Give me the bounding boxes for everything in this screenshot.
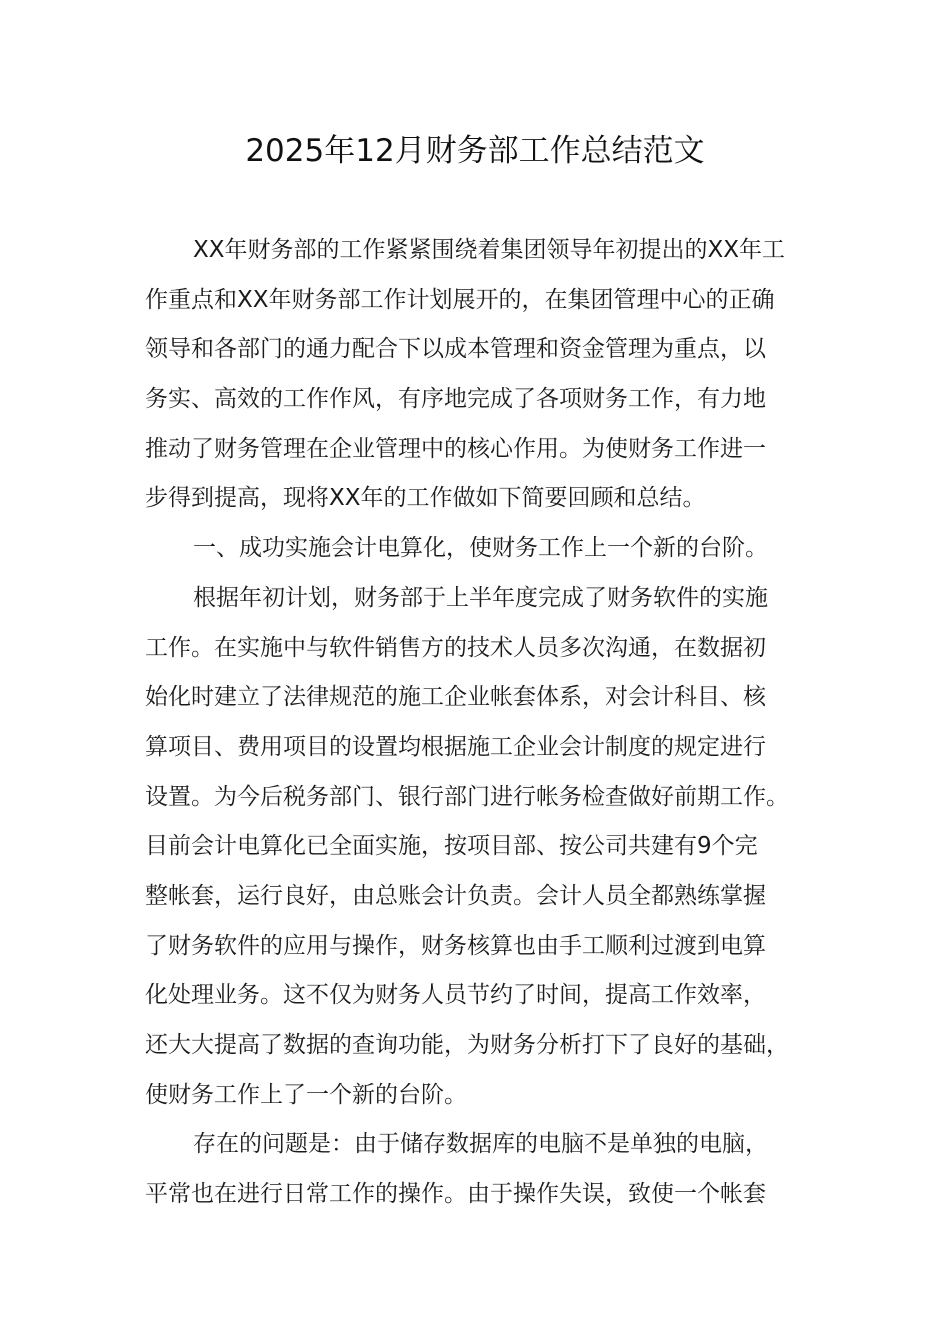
paragraph-line: 存在的问题是：由于储存数据库的电脑不是单独的电脑，: [193, 1131, 768, 1158]
paragraph-line: 领导和各部门的通力配合下以成本管理和资金管理为重点，以: [145, 336, 766, 363]
paragraph-line: 工作。在实施中与软件销售方的技术人员多次沟通，在数据初: [145, 634, 766, 661]
paragraph-line: 根据年初计划，财务部于上半年度完成了财务软件的实施: [193, 584, 768, 611]
paragraph-line: 设置。为今后税务部门、银行部门进行帐务检查做好前期工作。: [145, 783, 789, 810]
paragraph-line: 化处理业务。这不仅为财务人员节约了时间，提高工作效率，: [145, 982, 766, 1009]
paragraph-line: 步得到提高，现将XX年的工作做如下简要回顾和总结。: [145, 485, 706, 512]
paragraph-line: 始化时建立了法律规范的施工企业帐套体系，对会计科目、核: [145, 684, 766, 711]
document-title: 2025年12月财务部工作总结范文: [245, 133, 705, 169]
paragraph-line: 平常也在进行日常工作的操作。由于操作失误，致使一个帐套: [145, 1181, 766, 1208]
paragraph-line: 整帐套，运行良好，由总账会计负责。会计人员全都熟练掌握: [145, 882, 766, 909]
paragraph-line: XX年财务部的工作紧紧围绕着集团领导年初提出的XX年工: [193, 237, 786, 263]
section-heading: 一、成功实施会计电算化，使财务工作上一个新的台阶。: [193, 535, 768, 562]
paragraph-line: 还大大提高了数据的查询功能，为财务分析打下了良好的基础，: [145, 1032, 789, 1058]
paragraph-line: 务实、高效的工作作风，有序地完成了各项财务工作，有力地: [145, 386, 766, 413]
document-body: [145, 226, 835, 1220]
paragraph-line: 目前会计电算化已全面实施，按项目部、按公司共建有9个完: [145, 833, 758, 860]
paragraph-line: 使财务工作上了一个新的台阶。: [145, 1081, 467, 1108]
paragraph-line: 推动了财务管理在企业管理中的核心作用。为使财务工作进一: [145, 435, 766, 462]
paragraph-line: 作重点和XX年财务部工作计划展开的，在集团管理中心的正确: [145, 286, 775, 313]
paragraph-line: 了财务软件的应用与操作，财务核算也由手工顺利过渡到电算: [145, 932, 766, 959]
paragraph-line: 算项目、费用项目的设置均根据施工企业会计制度的规定进行: [145, 733, 766, 760]
